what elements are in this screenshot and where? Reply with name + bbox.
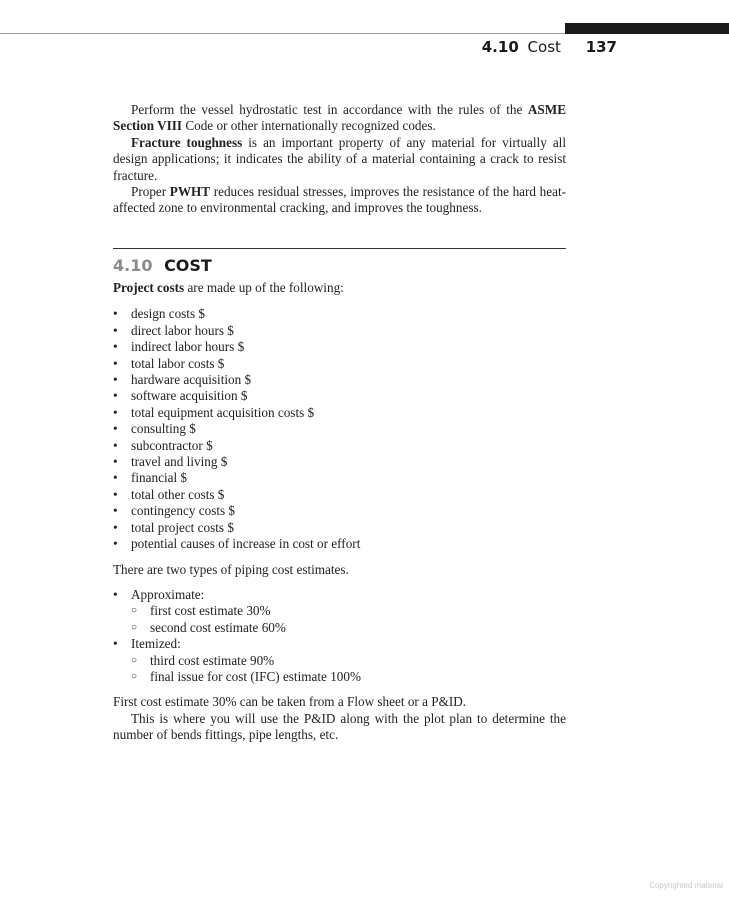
list-item: • software acquisition $: [113, 388, 566, 404]
closing-paragraph-2: This is where you will use the P&ID along with the plot plan to determine the number of bends fittings, pipe lengths, etc.: [113, 710, 566, 743]
running-head-section-number: 4.10: [481, 38, 519, 56]
list-item: • financial $: [113, 470, 566, 486]
header-bar: [565, 23, 729, 34]
cost-section-body: [113, 280, 566, 744]
cost-items-list: [113, 306, 566, 552]
estimates-intro: There are two types of piping cost estimates.: [113, 561, 349, 577]
page-number: 137: [585, 38, 617, 56]
list-item: • indirect labor hours $: [113, 339, 566, 355]
list-item: • subcontractor $: [113, 438, 566, 454]
estimates-list: [113, 587, 566, 685]
list-item: • design costs $: [113, 306, 566, 322]
list-item: • travel and living $: [113, 454, 566, 470]
closing-paragraph-1: First cost estimate 30% can be taken from a Flow sheet or a P&ID.: [113, 694, 467, 710]
list-item: • total labor costs $: [113, 356, 566, 372]
section-heading-title: COST: [164, 256, 212, 275]
list-item: • total other costs $: [113, 487, 566, 503]
list-item: ○ third cost estimate 90%: [113, 653, 566, 669]
list-item: ○ first cost estimate 30%: [113, 603, 566, 619]
project-costs-lead: Project costs are made up of the following:: [113, 280, 344, 295]
paragraph-pwht: Proper PWHT reduces residual stresses, improves the resistance of the hard heat-affected zone to environmental cracking, and improves the toughness.: [113, 184, 566, 216]
estimate-group-label: • Itemized:: [113, 636, 566, 652]
section-heading-number: 4.10: [113, 256, 153, 275]
section-rule: [113, 248, 566, 249]
list-item: • direct labor hours $: [113, 323, 566, 339]
paragraph-hydrostatic-test: Perform the vessel hydrostatic test in accordance with the rules of the ASME Section VIII Code or other internationally recognized codes.: [113, 102, 566, 134]
list-item: • potential causes of increase in cost or effort: [113, 536, 566, 552]
estimate-group-label: • Approximate:: [113, 587, 566, 603]
paragraph-fracture-toughness: Fracture toughness is an important property of any material for virtually all design applications; it indicates the ability of a material containing a crack to resist fracture.: [113, 134, 566, 183]
copyright-notice: Copyrighted material: [649, 881, 723, 890]
section-heading: [113, 256, 212, 275]
list-item: ○ second cost estimate 60%: [113, 620, 566, 636]
list-item: • contingency costs $: [113, 503, 566, 519]
list-item: • total project costs $: [113, 520, 566, 536]
intro-text: [113, 102, 566, 217]
list-item: • consulting $: [113, 421, 566, 437]
list-item: ○ final issue for cost (IFC) estimate 100%: [113, 669, 566, 685]
list-item: • hardware acquisition $: [113, 372, 566, 388]
list-item: • total equipment acquisition costs $: [113, 405, 566, 421]
running-head-section-title: Cost: [527, 38, 561, 56]
running-head: [482, 38, 617, 56]
